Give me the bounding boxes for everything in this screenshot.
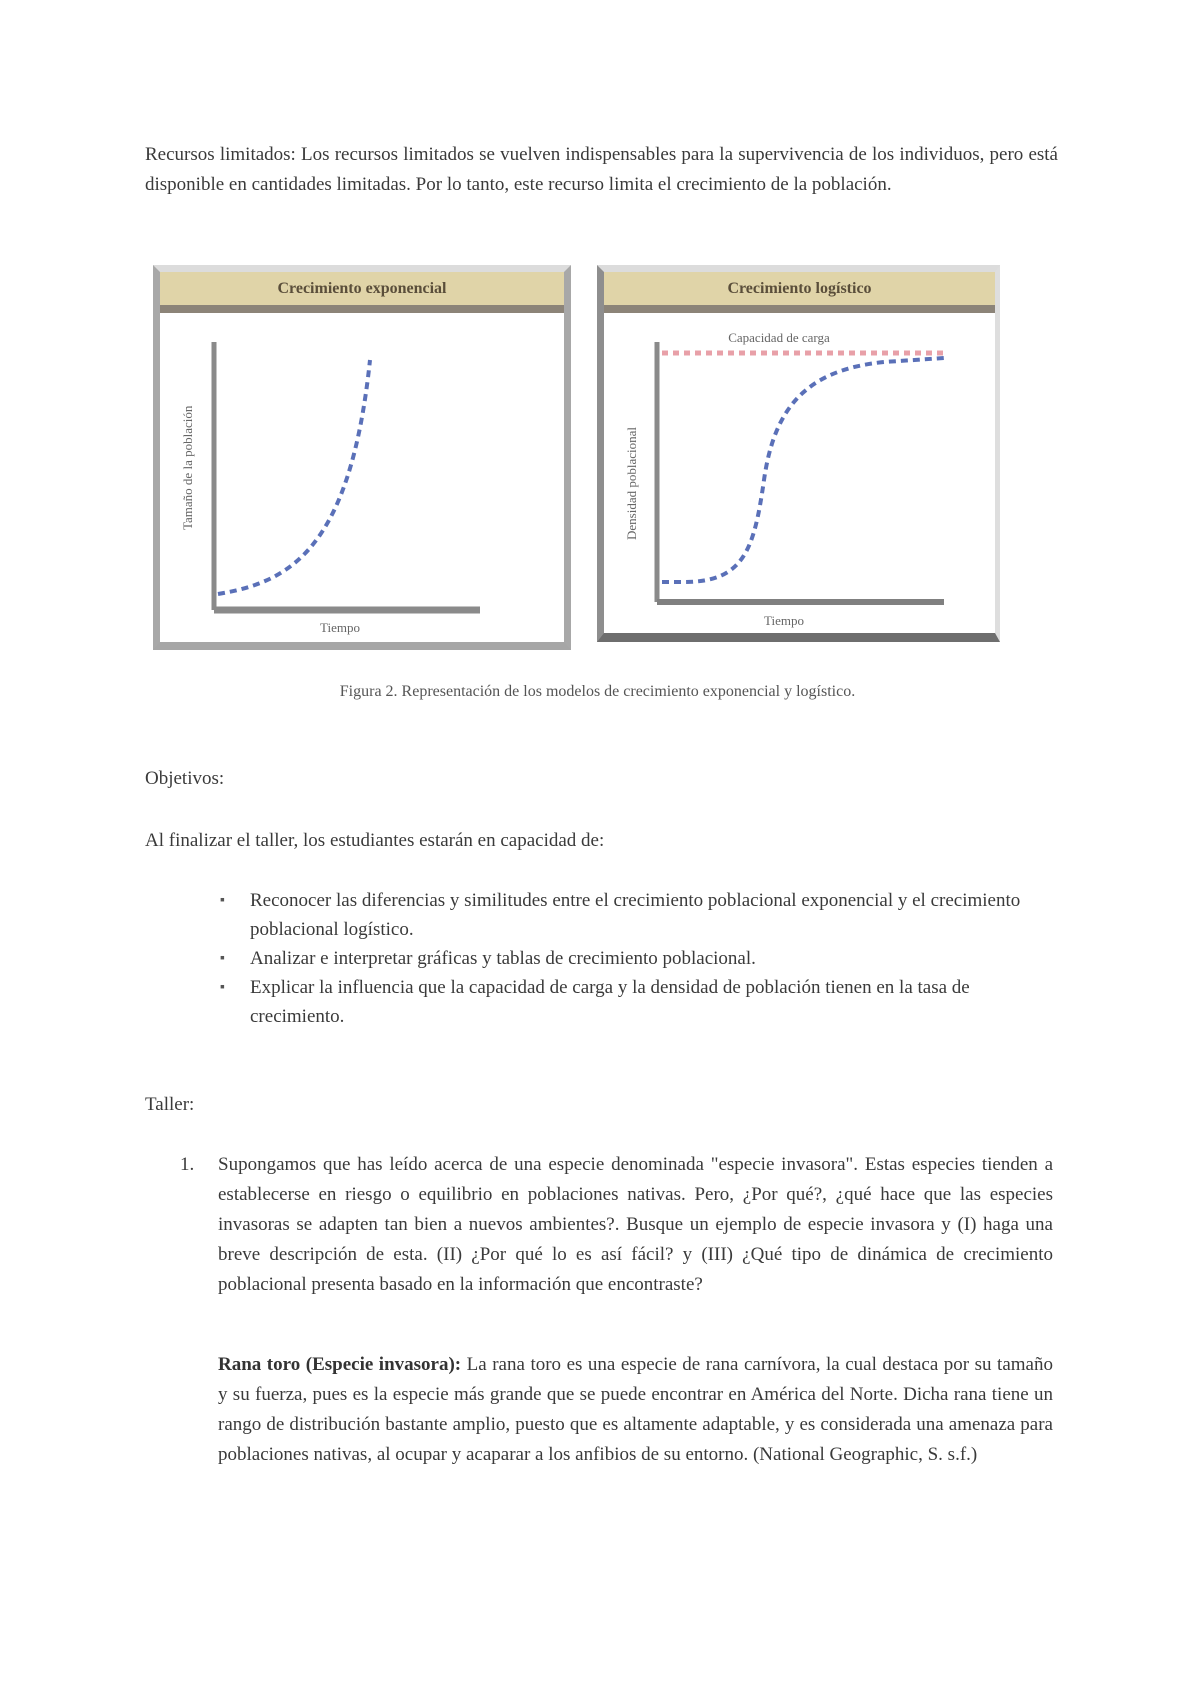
x-axis-label: Tiempo bbox=[764, 613, 804, 628]
chart-title: Crecimiento exponencial bbox=[160, 272, 564, 313]
answer-text: La rana toro es una especie de rana carnívora, la cual destaca por su tamaño y su fuerza, pues es la especie más grande que se puede encontrar en América del Norte. Dicha rana tiene un rango de distribución bastante amplio, puesto que es altamente adaptable, y es considerada una amenaza para poblaciones nativas, al ocupar y acaparar a los anfibios de su entorno. (National Geographic, S. s.f.) bbox=[218, 1354, 1053, 1465]
exponential-plot bbox=[160, 320, 564, 642]
top-paragraph: Recursos limitados: Los recursos limitados se vuelven indispensables para la supervivencia de los individuos, pero está disponible en cantidades limitadas. Por lo tanto, este recurso limita el crecimiento de la población. bbox=[145, 144, 1058, 195]
objectives-list bbox=[220, 886, 1050, 1031]
x-axis-label: Tiempo bbox=[320, 620, 360, 635]
logistic-curve bbox=[662, 358, 944, 582]
chart-exponential bbox=[153, 265, 571, 650]
exponential-curve bbox=[218, 360, 370, 594]
objectives-intro: Al finalizar el taller, los estudiantes estarán en capacidad de: bbox=[145, 830, 605, 851]
carrying-capacity-label: Capacidad de carga bbox=[728, 330, 830, 345]
workshop-heading: Taller: bbox=[145, 1094, 195, 1115]
logistic-plot bbox=[604, 320, 995, 635]
y-axis-label: Tamaño de la población bbox=[180, 405, 195, 530]
figure-caption: Figura 2. Representación de los modelos de crecimiento exponencial y logístico. bbox=[339, 683, 856, 700]
y-axis-label: Densidad poblacional bbox=[624, 427, 639, 540]
answer-title: Rana toro (Especie invasora): bbox=[218, 1354, 462, 1375]
chart-title: Crecimiento logístico bbox=[604, 272, 995, 313]
objective-item: ▪ Explicar la influencia que la capacidad de carga y la densidad de población tienen en la tasa de crecimiento. bbox=[220, 973, 1050, 1031]
objectives-heading: Objetivos: bbox=[145, 768, 225, 789]
objective-item: ▪ Reconocer las diferencias y similitudes entre el crecimiento poblacional exponencial y el crecimiento poblacional logístico. bbox=[220, 886, 1050, 944]
question-number: 1. bbox=[180, 1154, 195, 1175]
objective-item: ▪ Analizar e interpretar gráficas y tablas de crecimiento poblacional. bbox=[220, 944, 1050, 973]
answer-paragraph bbox=[218, 1350, 1053, 1470]
chart-logistic bbox=[597, 265, 1000, 642]
question-text: Supongamos que has leído acerca de una especie denominada "especie invasora". Estas especies tienden a establecerse en riesgo o equilibrio en poblaciones nativas. Pero, ¿Por qué?, ¿qué hace que las especies invasoras se adapten tan bien a nuevos ambientes?. Busque un ejemplo de especie invasora y (I) haga una breve descripción de esta. (II) ¿Por qué lo es así fácil? y (III) ¿Qué tipo de dinámica de crecimiento poblacional presenta basado en la información que encontraste? bbox=[218, 1154, 1053, 1295]
